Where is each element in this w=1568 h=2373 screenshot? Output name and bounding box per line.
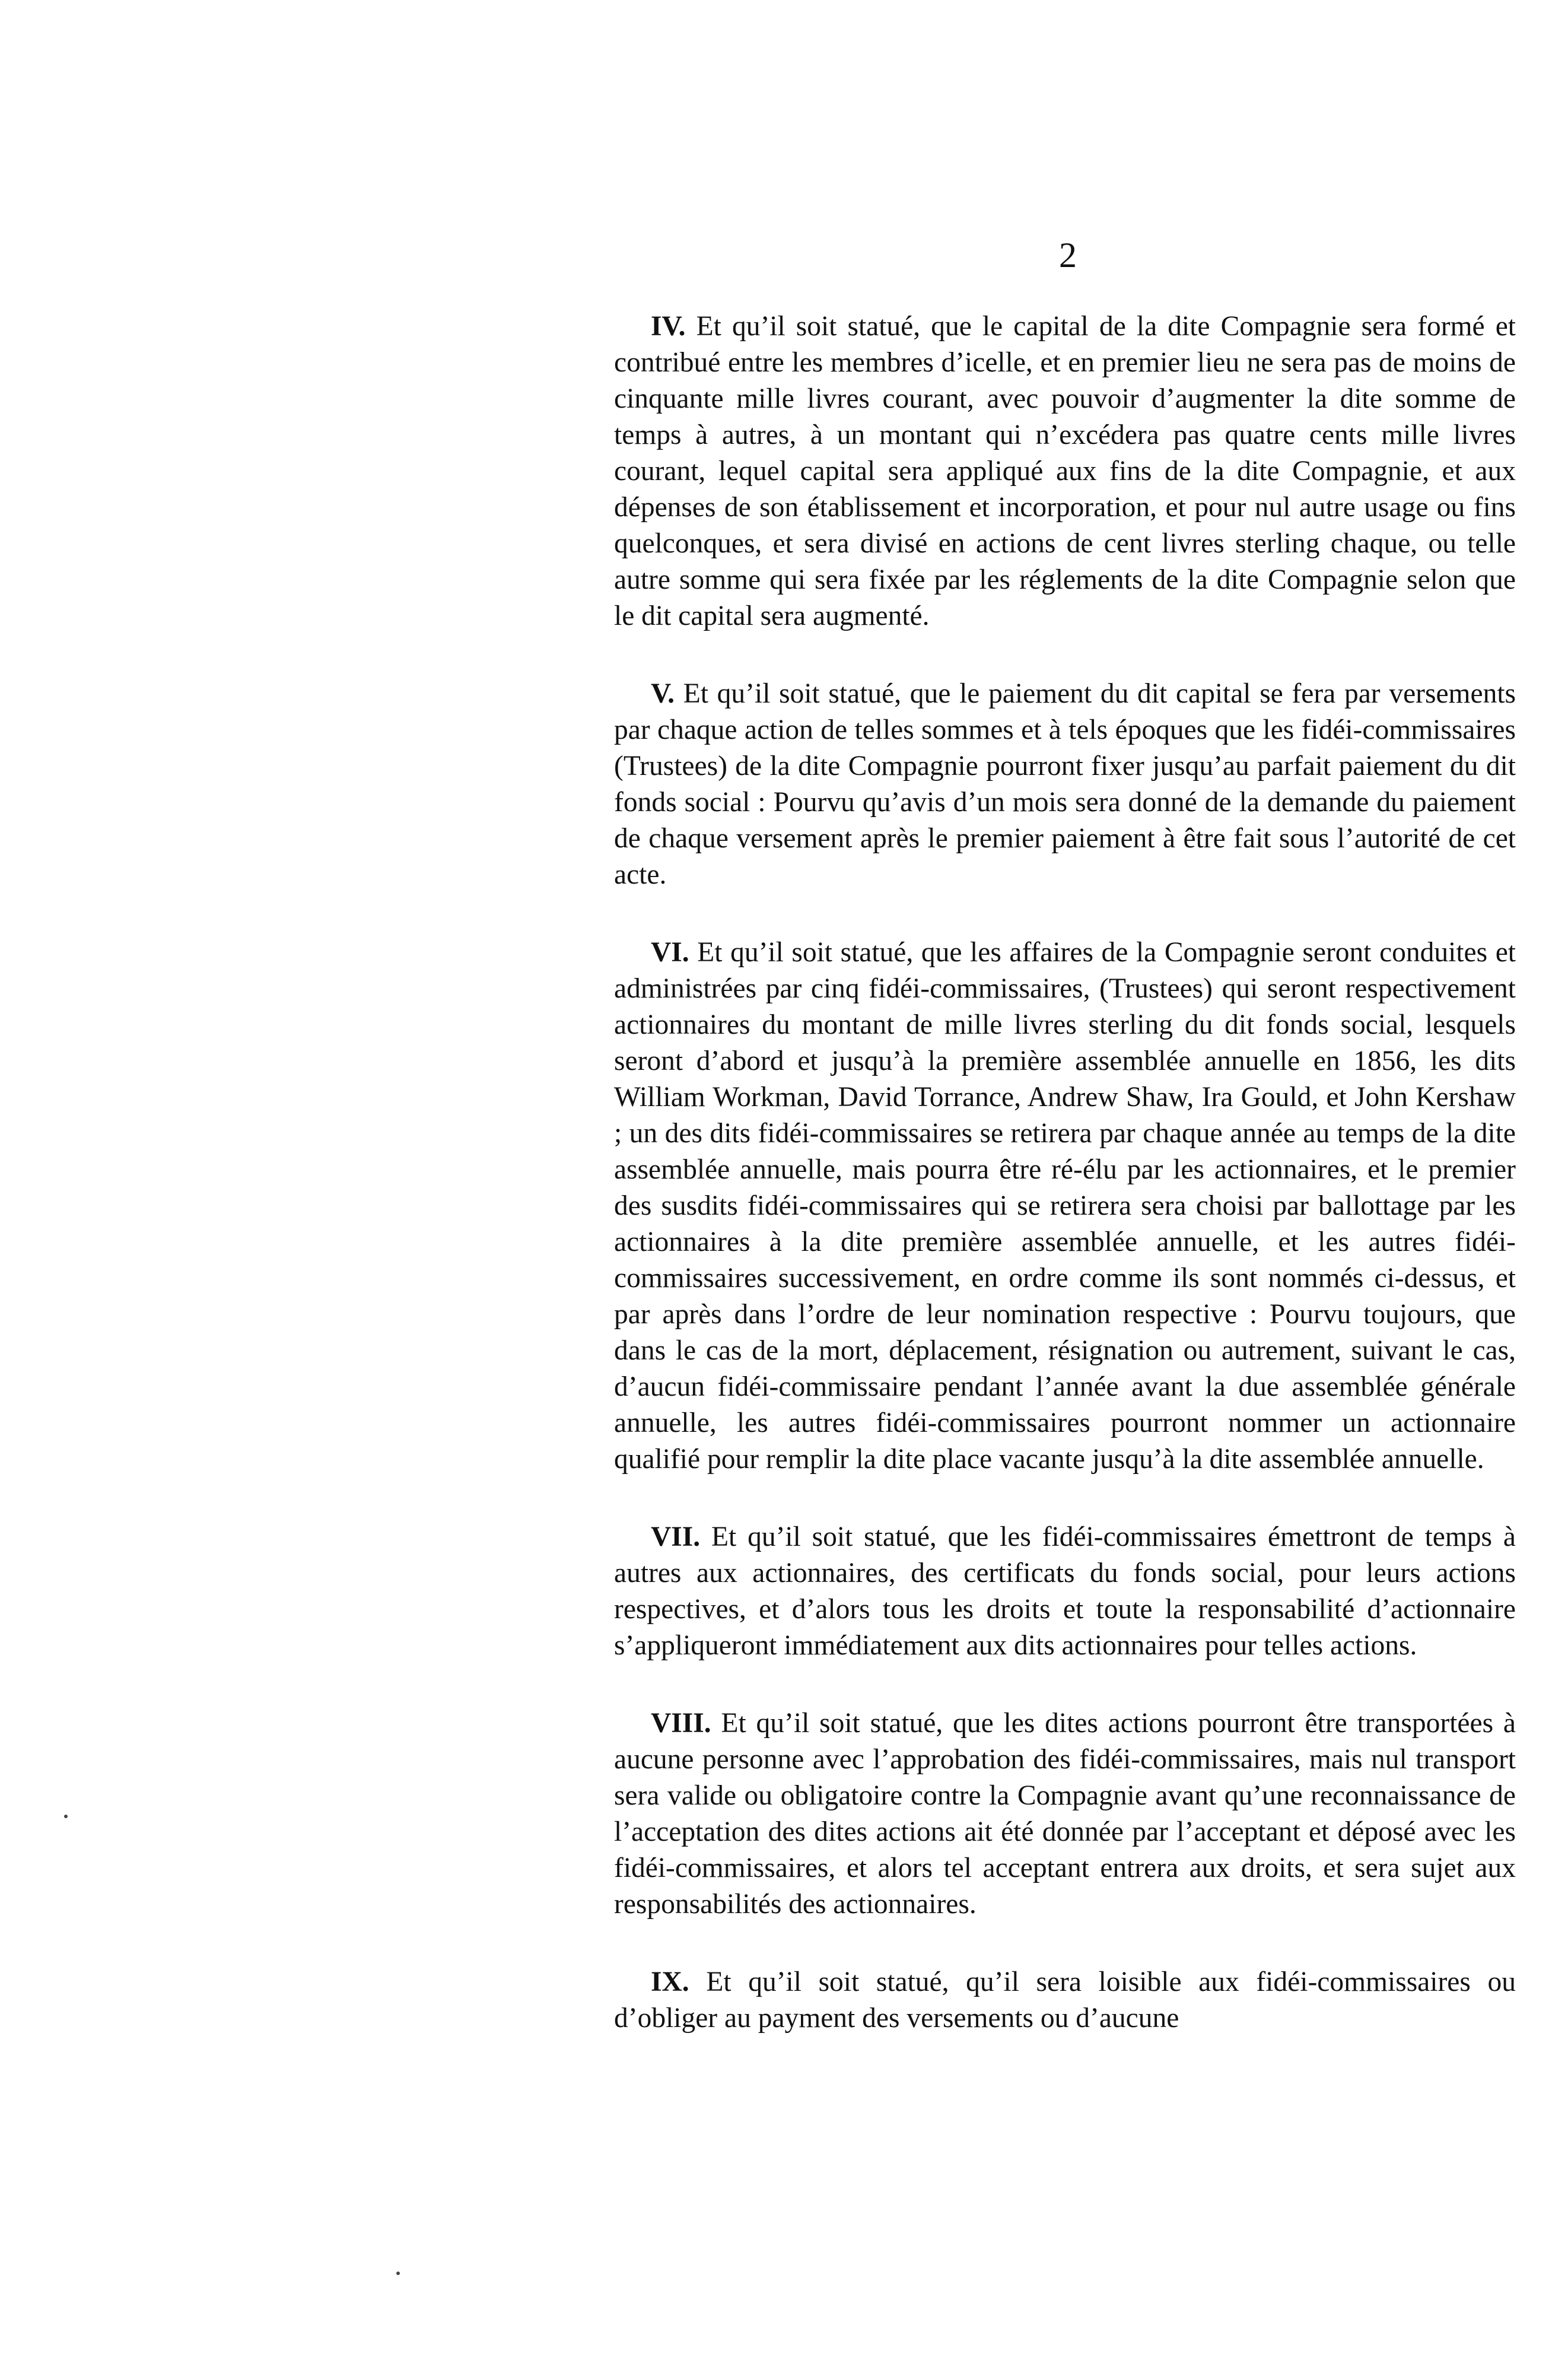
- article-iv: [614, 309, 1516, 634]
- article-vii: [614, 1519, 1516, 1664]
- article-numeral: VI.: [651, 937, 689, 968]
- article-numeral: VIII.: [651, 1708, 711, 1739]
- article-numeral: V.: [651, 678, 675, 709]
- text-column: [614, 309, 1516, 2078]
- article-ix: [614, 1964, 1516, 2037]
- article-text: Et qu’il soit statué, qu’il sera loisible aux fidéi-commissaires ou d’obliger au payment des versements ou d’aucune: [614, 1967, 1516, 2034]
- article-numeral: IX.: [651, 1967, 689, 1997]
- article-numeral: IV.: [651, 311, 686, 342]
- stray-mark: [396, 2272, 400, 2275]
- article-text: Et qu’il soit statué, que le paiement du dit capital se fera par versements par chaque action de telles sommes et à tels époques que les fidéi-commissaires (Trustees) de la dite Compagnie pourront fixer jusqu’au parfait paiement du dit fonds social : Pourvu qu’avis d’un mois sera donné de la demande du paiement de chaque versement après le premier paiement à être fait sous l’autorité de cet acte.: [614, 678, 1516, 890]
- article-text: Et qu’il soit statué, que le capital de la dite Compagnie sera formé et contribué entre les membres d’icelle, et en premier lieu ne sera pas de moins de cinquante mille livres courant, avec pouvoir d’augmenter la dite somme de temps à autres, à un montant qui n’excédera pas quatre cents mille livres courant, lequel capital sera appliqué aux fins de la dite Compagnie, et aux dépenses de son établissement et incorporation, et pour nul autre usage ou fins quelconques, et sera divisé en actions de cent livres sterling chaque, ou telle autre somme qui sera fixée par les réglements de la dite Compagnie selon que le dit capital sera augmenté.: [614, 311, 1516, 631]
- article-v: [614, 676, 1516, 893]
- article-vi: [614, 935, 1516, 1478]
- article-text: Et qu’il soit statué, que les dites actions pourront être transportées à aucune personne avec l’approbation des fidéi-commissaires, mais nul transport sera valide ou obligatoire contre la Compagnie avant qu’une reconnaissance de l’acceptation des dites actions ait été donnée par l’acceptant et déposé avec les fidéi-commissaires, et alors tel acceptant entrera aux droits, et sera sujet aux responsabilités des actionnaires.: [614, 1708, 1516, 1920]
- article-text: Et qu’il soit statué, que les affaires de la Compagnie seront conduites et administrées par cinq fidéi-commissaires, (Trustees) qui seront respectivement actionnaires du montant de mille livres sterling du dit fonds social, lesquels seront d’abord et jusqu’à la première assemblée annuelle en 1856, les dits William Workman, David Torrance, Andrew Shaw, Ira Gould, et John Kershaw ; un des dits fidéi-commissaires se retirera par chaque année au temps de la dite assemblée annuelle, mais pourra être ré-élu par les actionnaires, et le premier des susdits fidéi-commissaires qui se retirera sera choisi par ballottage par les actionnaires à la dite première assemblée annuelle, et les autres fidéi-commissaires successivement, en ordre comme ils sont nommés ci-dessus, et par après dans l’ordre de leur nomination respective : Pourvu toujours, que dans le cas de la mort, déplacement, résignation ou autrement, suivant le cas, d’aucun fidéi-commissaire pendant l’année avant la due assemblée générale annuelle, les autres fidéi-commissaires pourront nommer un actionnaire qualifié pour remplir la dite place vacante jusqu’à la dite assemblée annuelle.: [614, 937, 1516, 1475]
- article-numeral: VII.: [651, 1521, 701, 1552]
- article-viii: [614, 1705, 1516, 1923]
- page-number: 2: [1059, 236, 1077, 275]
- article-text: Et qu’il soit statué, que les fidéi-commissaires émettront de temps à autres aux actionnaires, des certificats du fonds social, pour leurs actions respectives, et d’alors tous les droits et toute la responsabilité d’actionnaire s’appliqueront immédiatement aux dits actionnaires pour telles actions.: [614, 1521, 1516, 1661]
- stray-mark: [64, 1815, 68, 1818]
